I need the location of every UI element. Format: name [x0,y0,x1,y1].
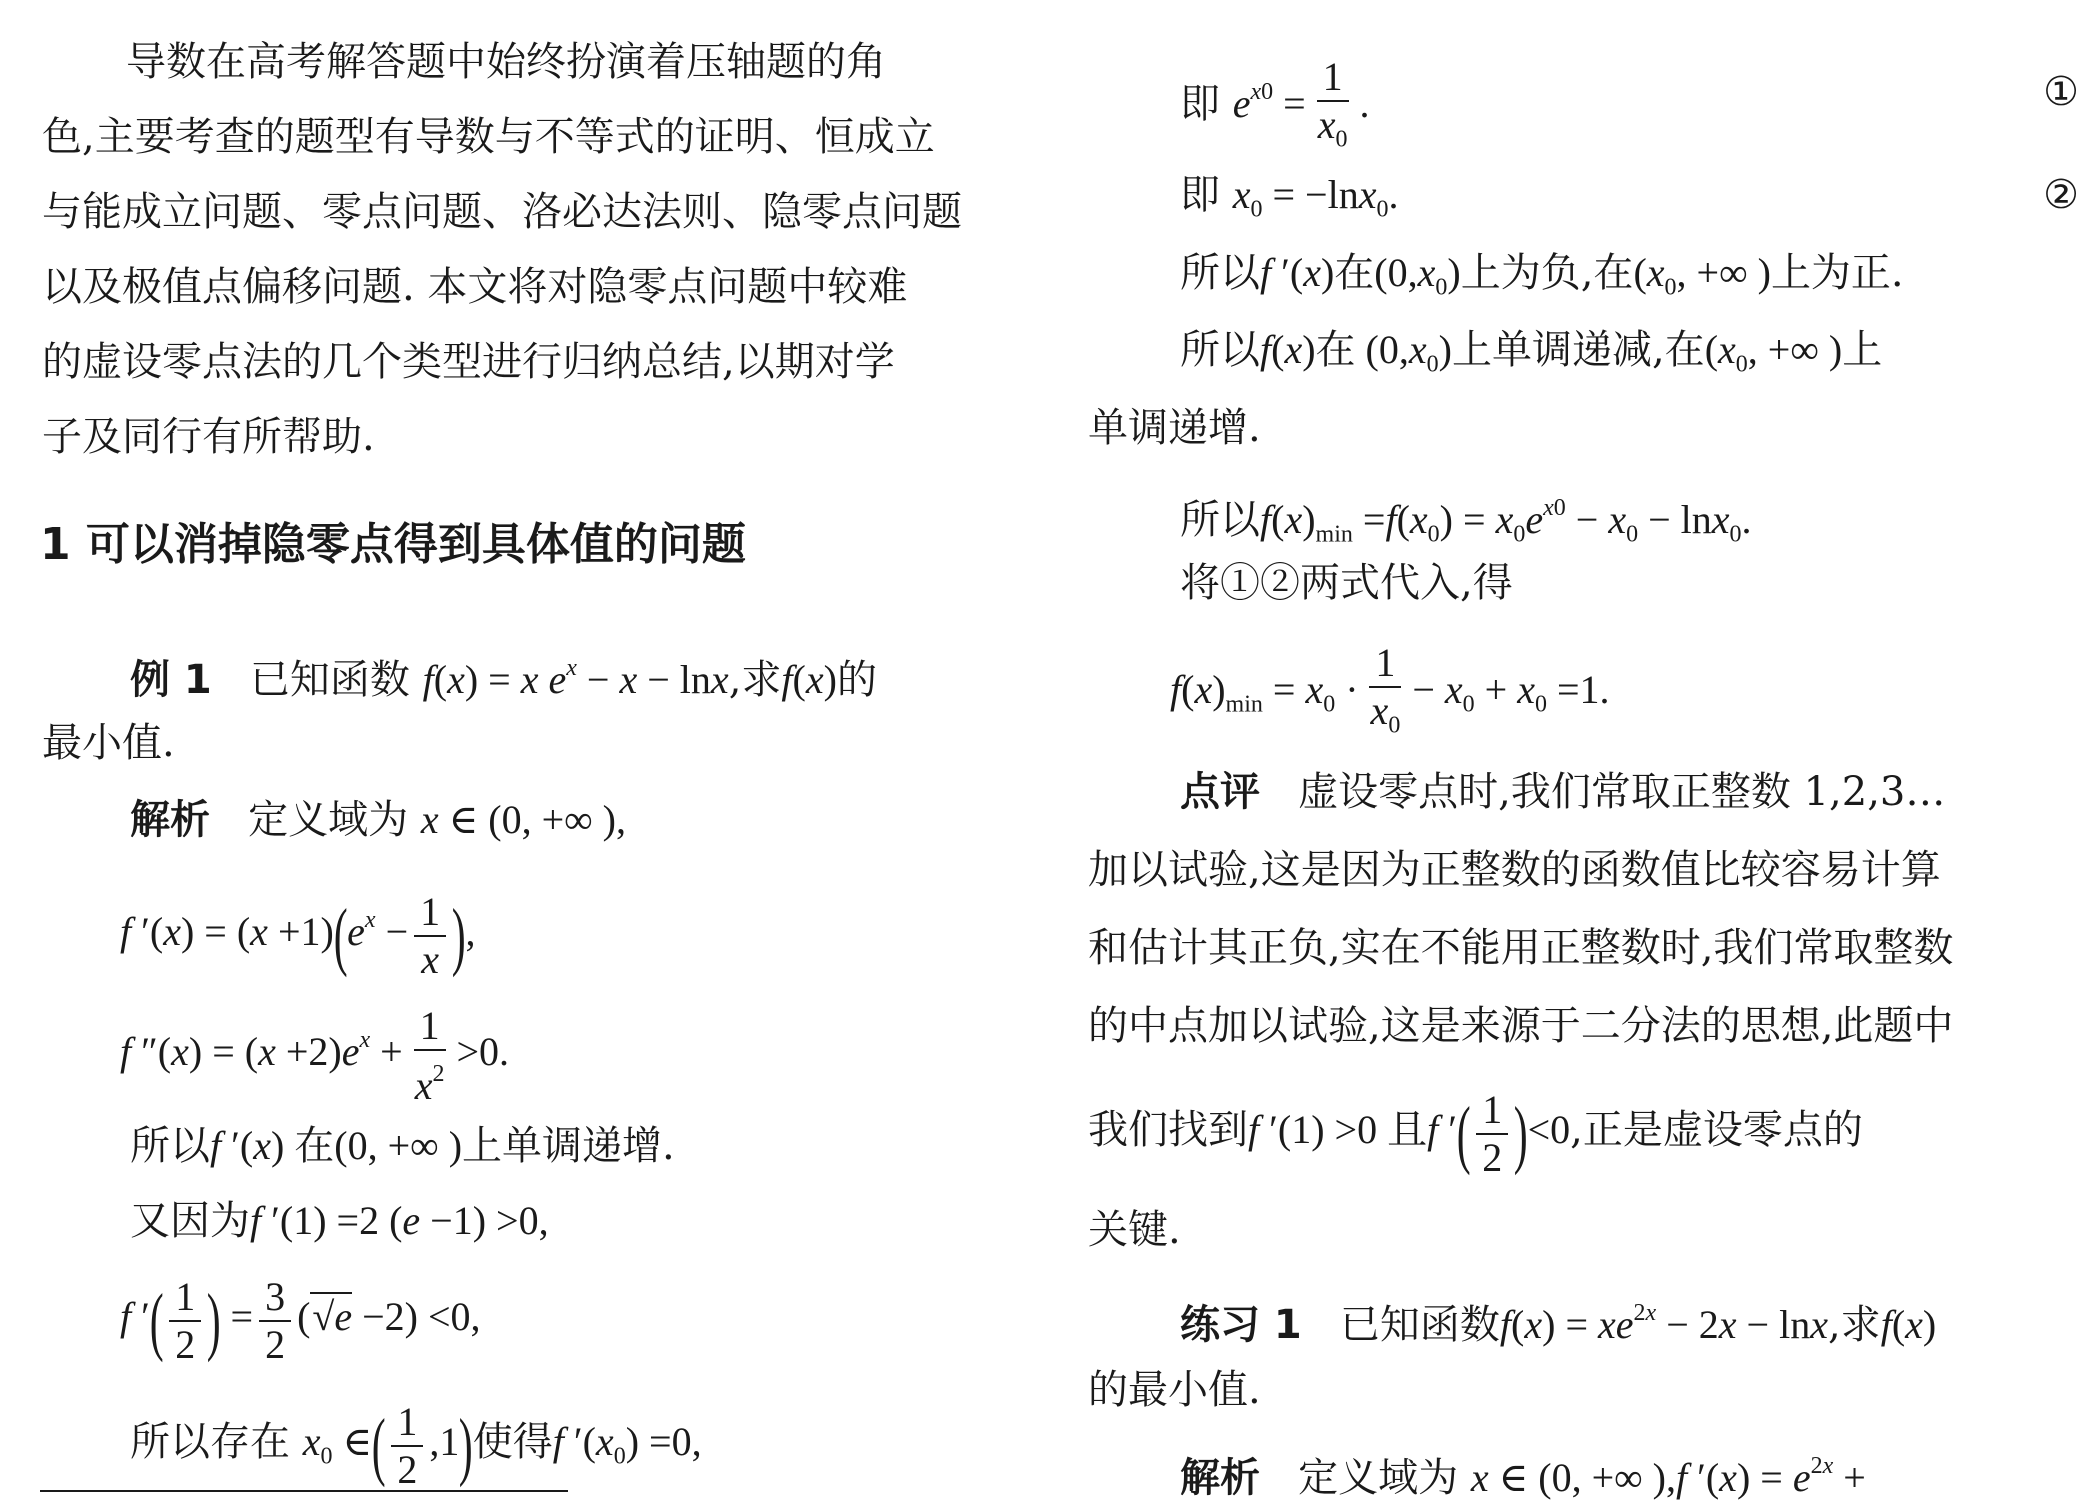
footnote-rule [40,1490,568,1492]
example-1-line: 例 1 已知函数 f(x) = x $e^x - x - \ln x$,求f(x)的 [130,655,877,703]
exercise-text: 已知函数 [1339,1302,1500,1348]
found-line: 我们找到f ′(1) >0 且f ′( $\frac{1}{2}$ )<0,正是虚设零点的 [1088,1086,1863,1180]
also-because-line: 又因为f ′(1) =2 (e −1) >0, [130,1198,549,1244]
solution-2-label: 解析 [1180,1455,1260,1501]
comment-line-4: 的中点加以试验,这是来源于二分法的思想,此题中 [1088,1003,1954,1049]
second-derivative: f $''(x) = (x +2)e^x$ + $\frac{1}{x^2}$ >0. [120,1002,510,1108]
text-ji-2: 即 [1180,172,1220,218]
min-line: 所以$f(x)_{min} =f(x_0) = x_0e^{x0} - x_0 - \ln x_0$. [1180,495,1752,548]
intro-line-4: 以及极值点偏移问题. 本文将对隐零点问题中较难 [42,264,908,310]
exists-line: 所以存在 $x_0$ ∈( $\frac{1}{2}$ ,1)使得f $'(x_0) =0$, [130,1398,702,1492]
intro-line-1: 导数在高考解答题中始终扮演着压轴题的角 [126,39,886,85]
example-cont: 最小值. [42,720,175,766]
solution-2-line: 解析 定义域为 x ∈ (0, +∞ ),f $'(x) = e^{2x}$ + [1180,1453,1866,1501]
solution-line: 解析 定义域为 x ∈ (0, +∞ ), [130,797,626,843]
exercise-line: 练习 1 已知函数$f(x) = xe^{2x} - 2x - \ln x$,求f(x) [1180,1300,1937,1348]
text-decreasing: 上单调递减,在 [1451,327,1705,373]
example-function: f(x) = x $e^x - x - \ln x$ [422,655,729,702]
mono-line: 所以f(x)在 $(0,x_0)$上单调递减,在($x_0$, +∞ )上 [1180,327,1883,378]
key-line: 关键. [1088,1207,1181,1253]
text-in-2: 在 [1334,250,1375,296]
increasing-line: 所以f ′(x) 在(0, +∞ )上单调递增. [130,1123,675,1169]
sub-in-line: 将①②两式代入,得 [1180,560,1513,606]
text-such-that: 使得 [472,1419,553,1465]
exercise-text-2: ,求 [1827,1302,1881,1348]
example-text-3: 的 [836,657,877,703]
comment-line-2: 加以试验,这是因为正整数的函数值比较容易计算 [1088,847,1941,893]
circle-one: ① [2043,69,2079,115]
text-increasing: 上单调递增. [462,1123,675,1169]
intro-line-3: 与能成立问题、零点问题、洛必达法则、隐零点问题 [42,189,962,235]
eq-1: 即 $e^{x0}$ = $\frac{1}{x_0}$ . [1180,53,1370,153]
example-text: 已知函数 [249,657,410,703]
text-in: 在 [294,1123,335,1169]
min-result: $f(x)_{min} = x_0$ · $\frac{1}{x_0}$ − $x_0 + x_0 =1$. [1170,639,1610,739]
circle-two: ② [2043,172,2079,218]
text-negative: 上为负,在 [1460,250,1634,296]
text-so-2: 所以 [1180,250,1260,296]
intro-line-6: 子及同行有所帮助. [42,414,375,460]
text-so-4: 所以 [1180,497,1260,543]
text-positive: 上为正. [1770,250,1904,296]
solution-label: 解析 [130,797,210,843]
exercise-cont: 的最小值. [1088,1367,1261,1413]
text-in-3: 在 [1315,327,1356,373]
comment-line-1 [1180,762,1945,822]
text-key-point: ,正是虚设零点的 [1570,1107,1863,1153]
text-on: 上 [1842,327,1883,373]
text-exists: 所以存在 [130,1419,290,1465]
first-derivative: f $'(x) = (x +1)(e^x$ − $\frac{1}{x}$ ), [120,888,476,982]
solution-2-text: 定义域为 [1298,1455,1459,1501]
comment-label: 点评 [1180,769,1260,815]
eq-2: 即 $x_0 = -\ln x_0$. [1180,172,1399,223]
intro-line-5: 的虚设零点法的几个类型进行归纳总结,以期对学 [42,339,895,385]
comment-line-3: 和估计其正负,实在不能用正整数时,我们常取整数 [1088,925,1954,971]
example-label: 例 1 [130,657,212,703]
sign-line: 所以f ′(x)在$(0,x_0)$上为负,在($x_0$, +∞ )上为正. [1180,250,1904,301]
text-so-3: 所以 [1180,327,1260,373]
example-text-2: ,求 [728,657,782,703]
right-column [1088,0,2089,1504]
intro-line-2: 色,主要考查的题型有导数与不等式的证明、恒成立 [42,114,935,160]
text-also: 又因为 [130,1198,250,1244]
solution-text: 定义域为 [248,797,409,843]
mono-cont: 单调递增. [1088,405,1261,451]
text-so: 所以 [130,1123,210,1169]
text-ji-1: 即 [1180,81,1220,127]
section-title: 1 可以消掉隐零点得到具体值的问题 [40,519,746,570]
exercise-label: 练习 1 [1180,1302,1302,1348]
half-derivative: f ′( $\frac{1}{2}$ ) = $\frac{3}{2}$ (√e −2) <0, [120,1273,481,1367]
left-column [0,0,1040,1504]
comment-text-1: 虚设零点时,我们常取正整数 1,2,3… [1298,769,1946,815]
text-and: 且 [1387,1107,1428,1153]
text-found: 我们找到 [1088,1107,1248,1153]
